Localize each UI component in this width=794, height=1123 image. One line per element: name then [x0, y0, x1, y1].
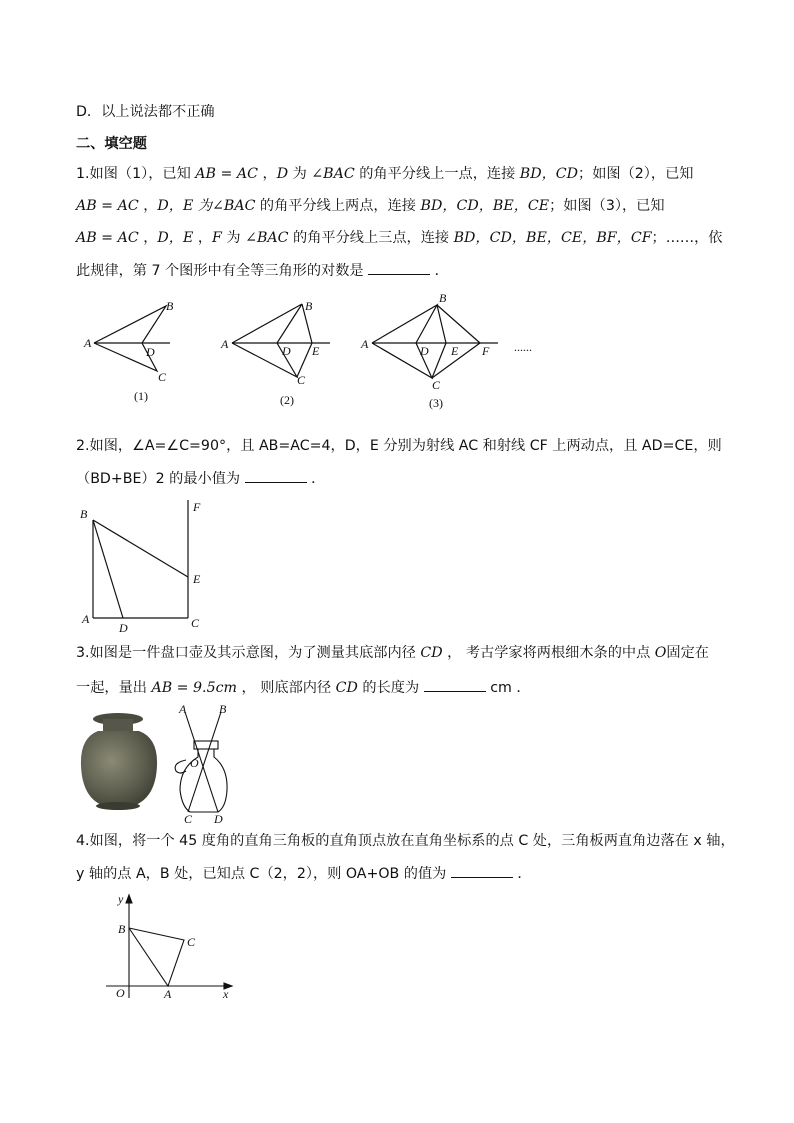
q3-figure — [0, 700, 794, 825]
answer-blank — [368, 260, 430, 275]
fig2-label-a: A — [221, 337, 229, 351]
fig1-caption-1: (1) — [134, 389, 148, 403]
q3-label-d: D — [214, 812, 223, 826]
q1-figures — [0, 285, 794, 415]
fig1-label-a: A — [84, 336, 92, 350]
fig1-label-b: B — [166, 299, 174, 313]
fig3-label-c: C — [432, 378, 441, 392]
q1-line-4: 此规律，第 7 个图形中有全等三角形的对数是 ． — [76, 260, 449, 280]
section-heading: 二、填空题 — [76, 136, 147, 152]
fig1-label-d: D — [146, 345, 155, 359]
answer-blank — [245, 468, 307, 483]
fig1-caption-2: (2) — [280, 393, 294, 407]
q3-label-a: A — [179, 702, 187, 716]
fig2-label-d: D — [282, 344, 291, 358]
q3-line-1: 3.如图是一件盘口壶及其示意图，为了测量其底部内径 CD ， 考古学家将两根细木条的中点 O固定在 — [76, 645, 709, 661]
q4-label-o: O — [116, 986, 125, 1000]
q2-line-2: （BD+BE）2 的最小值为 ． — [76, 468, 325, 488]
q3-label-b: B — [219, 702, 227, 716]
option-d: D．以上说法都不正确 — [76, 104, 215, 120]
fig2-label-e: E — [312, 344, 320, 358]
q2-line-1: 2.如图，∠A=∠C=90°，且 AB=AC=4，D，E 分别为射线 AC 和射线 CF 上两动点，且 AD=CE，则 — [76, 438, 722, 454]
fig3-label-e: E — [451, 344, 459, 358]
q4-label-y: y — [118, 892, 124, 906]
answer-blank — [451, 863, 513, 878]
answer-blank — [424, 677, 486, 692]
q2-label-a: A — [82, 612, 90, 626]
fig1-label-c: C — [158, 370, 167, 384]
q3-label-o: O — [190, 756, 199, 770]
fig2-label-c: C — [297, 373, 306, 387]
fig1-caption-3: (3) — [429, 396, 443, 410]
q3-line-2: 一起，量出 AB = 9.5cm ， 则底部内径 CD 的长度为 cm ． — [76, 677, 531, 697]
q2-label-e: E — [193, 572, 201, 586]
q2-label-d: D — [119, 621, 128, 635]
q4-label-x: x — [223, 987, 229, 1001]
fig3-label-b: B — [439, 291, 447, 305]
q2-figure — [0, 495, 794, 635]
q4-figure — [0, 885, 794, 1010]
q4-line-2: y 轴的点 A，B 处，已知点 C（2，2），则 OA+OB 的值为 ． — [76, 863, 532, 883]
fig2-label-b: B — [305, 299, 313, 313]
q3-label-c: C — [184, 812, 193, 826]
q1-line-3: AB = AC ，D，E ，F 为 ∠BAC 的角平分线上三点，连接 BD，CD，BE，CE，BF，CF；……，依 — [76, 230, 723, 246]
q4-label-a: A — [164, 987, 172, 1001]
q4-label-b: B — [118, 922, 126, 936]
q2-label-f: F — [193, 500, 201, 514]
fig3-label-f: F — [482, 344, 490, 358]
q4-label-c: C — [187, 935, 196, 949]
vase-photo — [81, 713, 157, 810]
q1-line-2: AB = AC ，D，E 为∠BAC 的角平分线上两点，连接 BD，CD，BE，CE；如图（3），已知 — [76, 198, 665, 214]
q2-label-b: B — [80, 507, 88, 521]
q1-line-1: 1.如图（1），已知 AB = AC ，D 为 ∠BAC 的角平分线上一点，连接 BD，CD；如图（2），已知 — [76, 166, 694, 182]
fig-continuation-dots: ...... — [514, 340, 532, 354]
fig3-label-d: D — [420, 344, 429, 358]
fig3-label-a: A — [361, 337, 369, 351]
q4-line-1: 4.如图，将一个 45 度角的直角三角板的直角顶点放在直角坐标系的点 C 处，三角板两直角边落在 x 轴， — [76, 833, 735, 849]
q2-label-c: C — [191, 616, 200, 630]
